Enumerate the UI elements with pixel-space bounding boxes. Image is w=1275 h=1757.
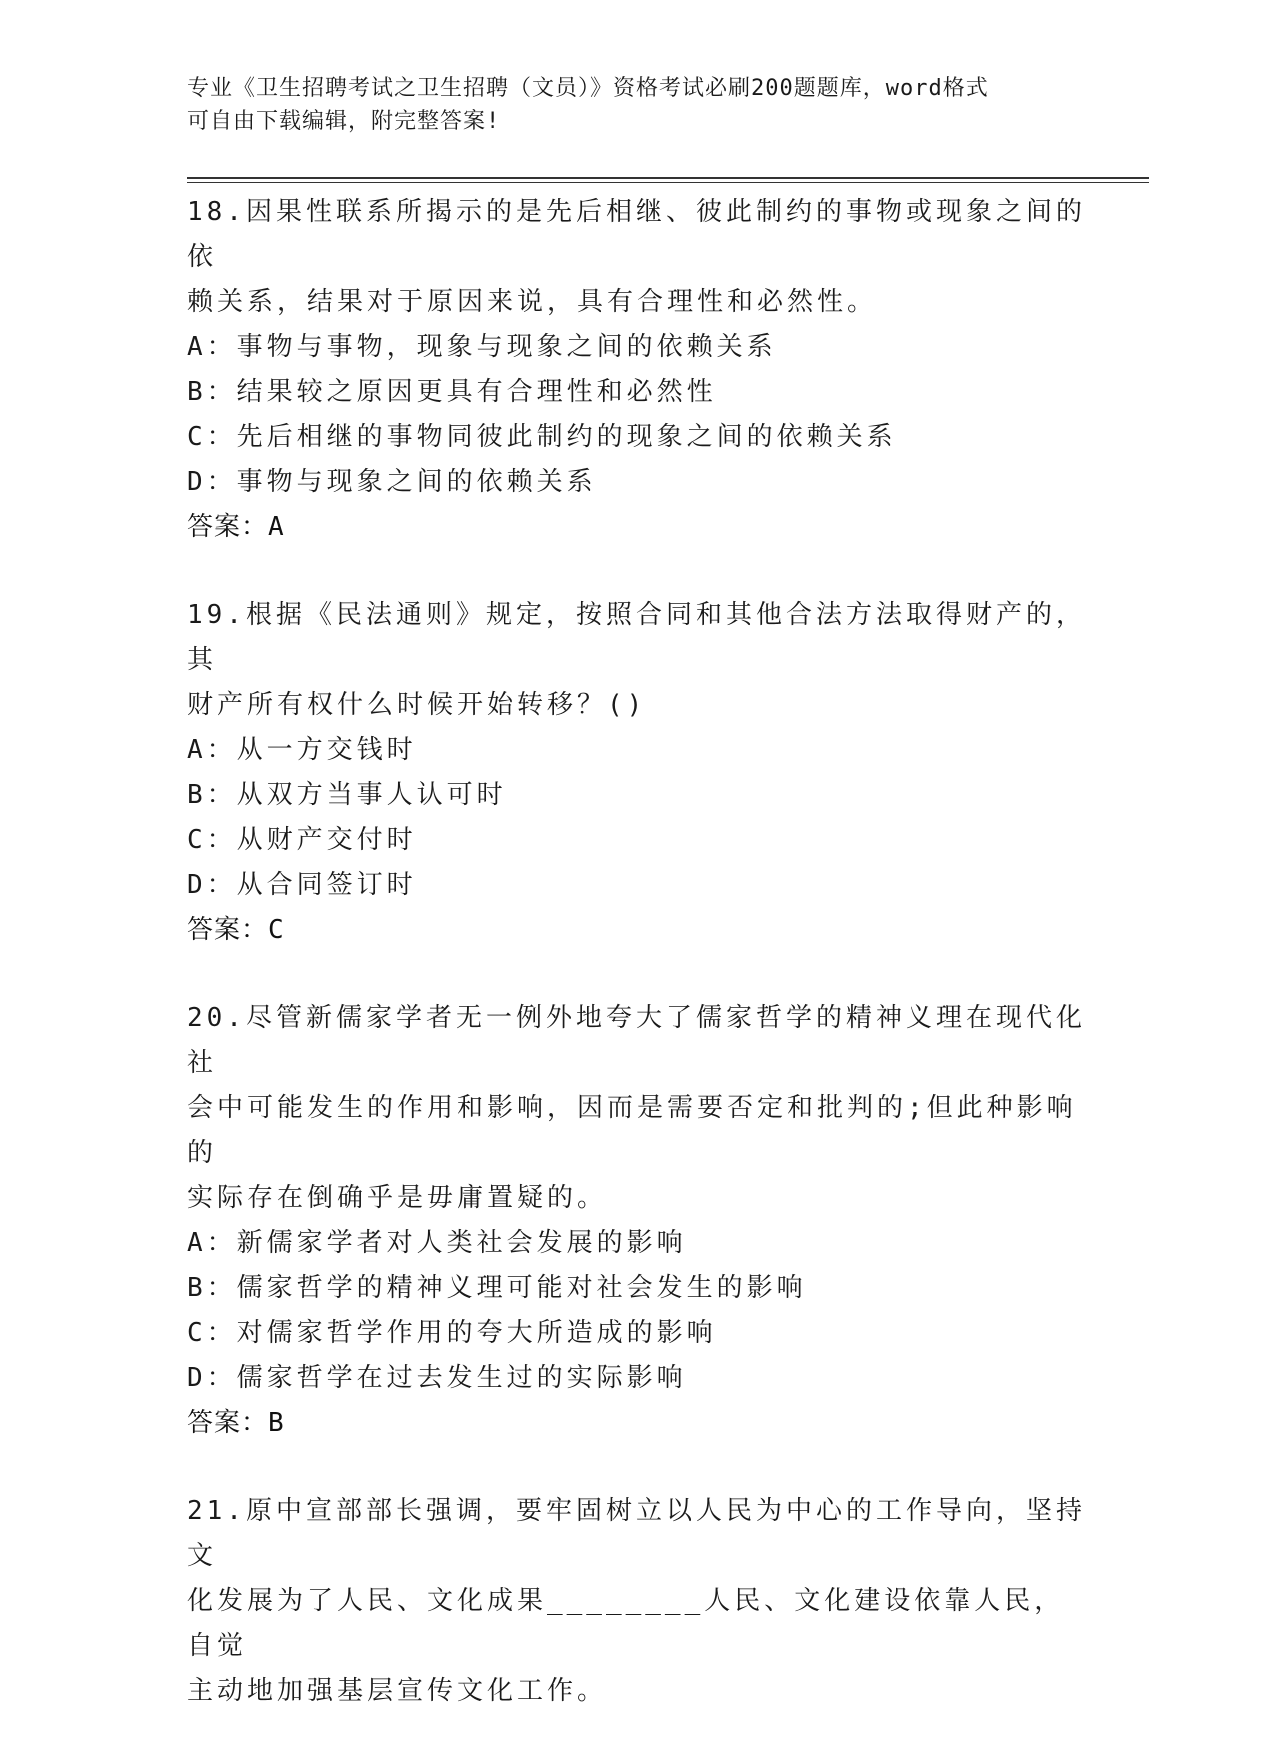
header-divider-thick [187, 177, 1149, 179]
question-stem-line: 主动地加强基层宣传文化工作。 [187, 1676, 608, 1706]
answer-line: 答案：C [187, 915, 285, 945]
question-stem-line: 化发展为了人民、文化成果________人民、文化建设依靠人民，自觉 [187, 1586, 1065, 1661]
option-c: C：对儒家哲学作用的夸大所造成的影响 [187, 1318, 717, 1348]
option-d: D：儒家哲学在过去发生过的实际影响 [187, 1363, 687, 1393]
header-line-1: 专业《卫生招聘考试之卫生招聘（文员）》资格考试必刷200题题库，word格式 [187, 76, 989, 101]
question-19 [187, 593, 1087, 953]
document-header [187, 72, 1067, 138]
question-stem-line: 实际存在倒确乎是毋庸置疑的。 [187, 1183, 608, 1213]
question-stem-line: 20.尽管新儒家学者无一例外地夸大了儒家哲学的精神义理在现代化社 [187, 1003, 1086, 1078]
option-d: D：从合同签订时 [187, 870, 417, 900]
answer-line: 答案：A [187, 512, 285, 542]
header-divider-thin [187, 182, 1149, 183]
option-a: A：新儒家学者对人类社会发展的影响 [187, 1228, 687, 1258]
question-18 [187, 190, 1087, 550]
question-20 [187, 996, 1087, 1446]
option-a: A：事物与事物，现象与现象之间的依赖关系 [187, 332, 777, 362]
header-line-2: 可自由下载编辑，附完整答案! [187, 109, 501, 134]
option-b: B：儒家哲学的精神义理可能对社会发生的影响 [187, 1273, 807, 1303]
option-c: C：从财产交付时 [187, 825, 417, 855]
question-21 [187, 1489, 1087, 1714]
question-stem-line: 财产所有权什么时候开始转移？() [187, 690, 647, 720]
answer-line: 答案：B [187, 1408, 285, 1438]
option-d: D：事物与现象之间的依赖关系 [187, 467, 597, 497]
question-stem-line: 赖关系，结果对于原因来说，具有合理性和必然性。 [187, 287, 878, 317]
option-b: B：结果较之原因更具有合理性和必然性 [187, 377, 717, 407]
option-a: A：从一方交钱时 [187, 735, 417, 765]
question-list [187, 190, 1087, 1757]
option-b: B：从双方当事人认可时 [187, 780, 507, 810]
option-c: C：先后相继的事物同彼此制约的现象之间的依赖关系 [187, 422, 897, 452]
question-stem-line: 19.根据《民法通则》规定，按照合同和其他合法方法取得财产的，其 [187, 600, 1086, 675]
question-stem-line: 21.原中宣部部长强调，要牢固树立以人民为中心的工作导向，坚持文 [187, 1496, 1086, 1571]
question-stem-line: 会中可能发生的作用和影响，因而是需要否定和批判的;但此种影响的 [187, 1093, 1077, 1168]
question-stem-line: 18.因果性联系所揭示的是先后相继、彼此制约的事物或现象之间的依 [187, 197, 1086, 272]
